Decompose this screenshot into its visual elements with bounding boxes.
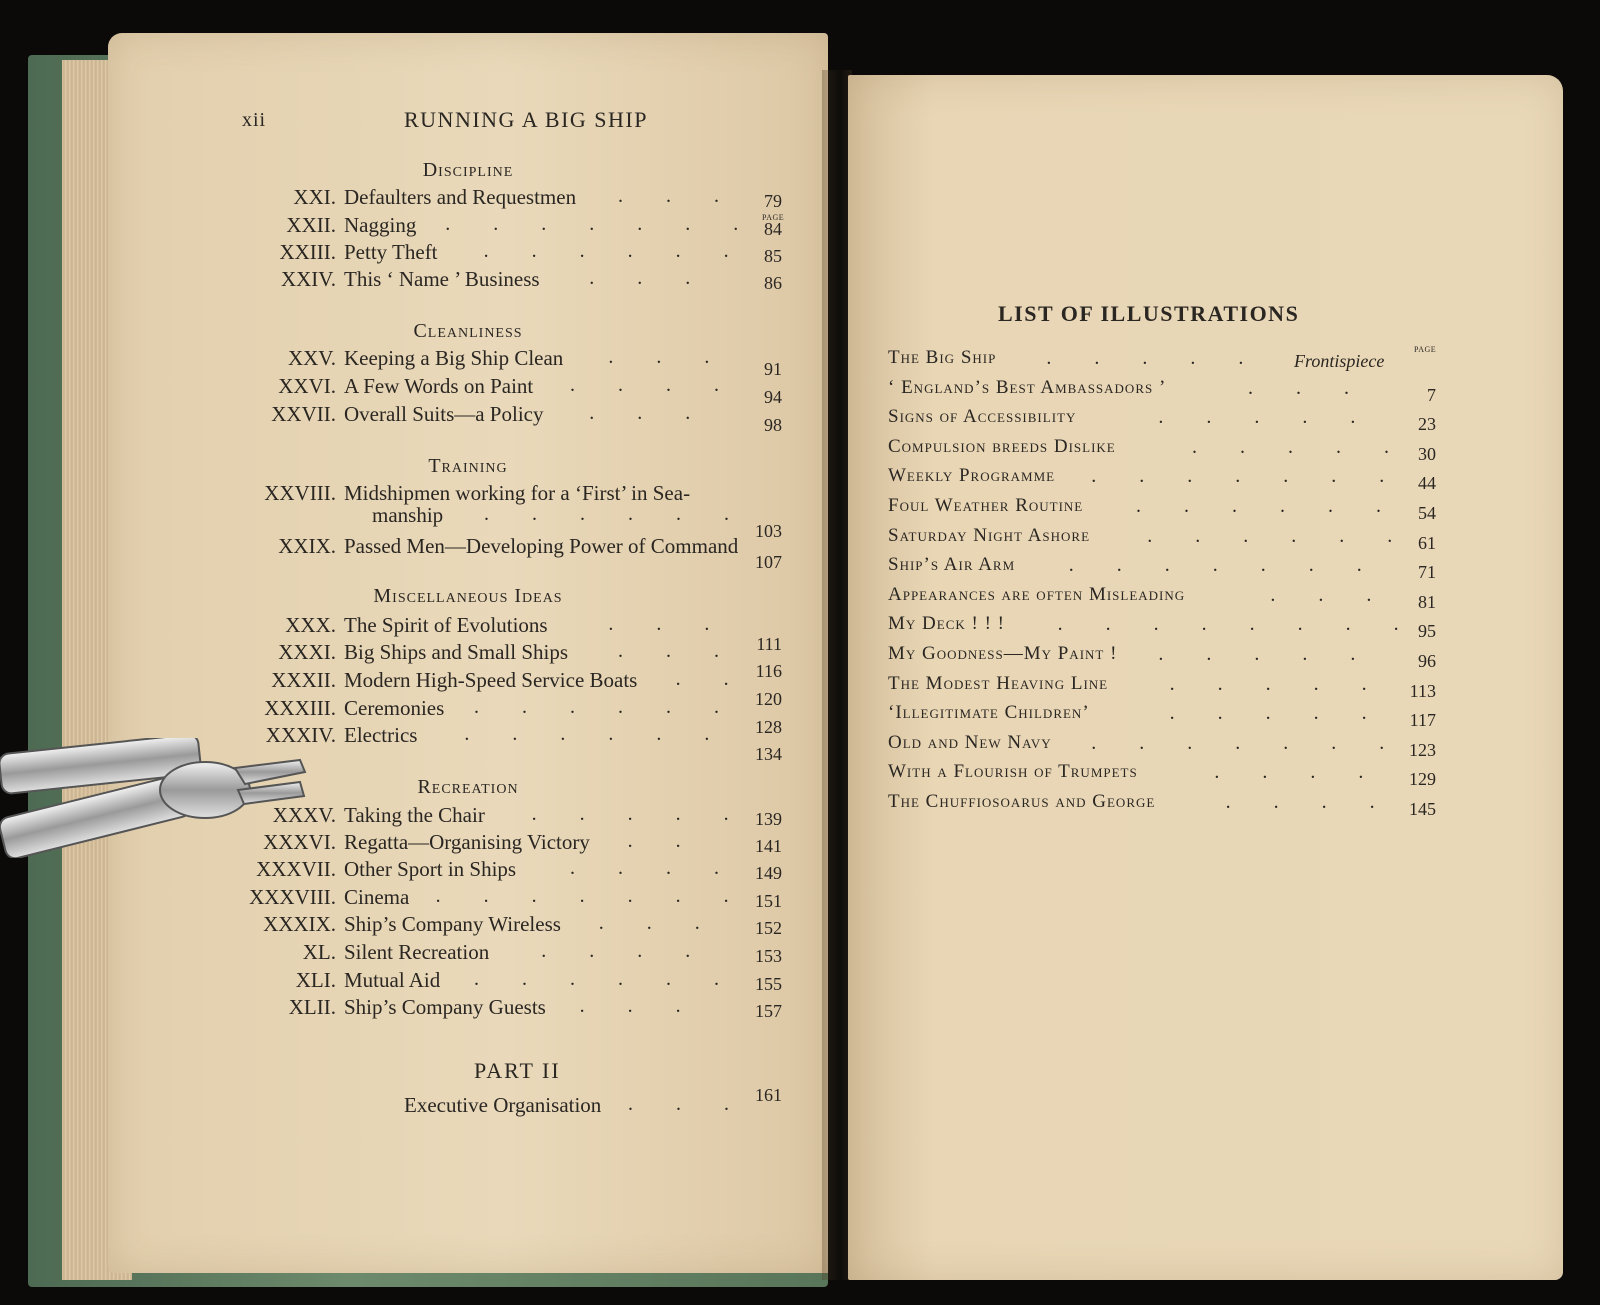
illustration-title: Saturday Night Ashore — [888, 525, 1091, 546]
leader-dots: . . . . . . — [1136, 495, 1400, 517]
illustration-title: My Deck ! ! ! — [888, 613, 1005, 634]
illustration-title: The Modest Heaving Line — [888, 673, 1109, 694]
leader-dots: . . — [675, 668, 748, 690]
illustration-page-number: 71 — [1418, 562, 1436, 582]
illustration-title: Old and New Navy — [888, 732, 1052, 753]
section-heading: Cleanliness — [413, 320, 523, 342]
chapter-title: This ‘ Name ’ Business — [344, 267, 540, 291]
chapter-number: XXVII. — [271, 402, 336, 426]
leader-dots: . . . . . — [1158, 406, 1375, 428]
leader-dots: . . . . . . . . — [1057, 613, 1418, 635]
leader-dots: . . . . . . . — [445, 213, 758, 235]
page-number: 153 — [755, 946, 782, 966]
page-number: 152 — [755, 918, 782, 938]
running-head: RUNNING A BIG SHIP — [404, 107, 648, 132]
chapter-title: Ship’s Company Guests — [344, 995, 546, 1019]
chapter-number: XXIV. — [280, 267, 336, 291]
leader-dots: . . . . . . . — [1091, 732, 1404, 754]
page-number: 116 — [755, 661, 782, 681]
page-number: 151 — [755, 891, 782, 911]
chapter-number: XXV. — [287, 346, 336, 370]
chapter-title: The Spirit of Evolutions — [344, 613, 548, 637]
leader-dots: . . . . . — [1169, 673, 1386, 695]
chapter-number: XXVIII. — [264, 481, 336, 505]
illustration-page-number: 96 — [1418, 651, 1436, 671]
left-page — [108, 33, 828, 1273]
chapter-number: XXVI. — [278, 374, 336, 398]
leader-dots: . . . . — [1214, 761, 1383, 783]
page-column-label: PAGE — [1414, 345, 1437, 354]
page-number: 94 — [764, 387, 782, 407]
leader-dots: . . . . . . — [464, 723, 729, 745]
page-column-label: PAGE — [762, 213, 785, 222]
illustration-page-number: 44 — [1418, 473, 1436, 493]
chapter-title: Keeping a Big Ship Clean — [344, 346, 564, 370]
leader-dots: . . . — [1270, 584, 1391, 606]
illustration-page-number: 117 — [1409, 710, 1436, 730]
chapter-number: XXXVII. — [256, 857, 336, 881]
chapter-number: XXXIX. — [263, 912, 336, 936]
chapter-title: Ceremonies — [344, 696, 445, 720]
leader-dots: . . . . . — [1046, 347, 1263, 369]
illustration-page-number: 30 — [1418, 444, 1436, 464]
leader-dots: . . . — [608, 346, 729, 368]
illustration-page-number: 95 — [1418, 621, 1436, 641]
chapter-title: Silent Recreation — [344, 940, 490, 964]
page-number: 98 — [764, 415, 782, 435]
section-heading: Recreation — [417, 776, 519, 798]
illustration-page-number: Frontispiece — [1294, 351, 1385, 371]
chapter-title: Petty Theft — [344, 240, 438, 264]
chapter-title: Electrics — [344, 723, 418, 747]
page-number: 120 — [755, 689, 782, 709]
chapter-number: XXI. — [293, 185, 336, 209]
leader-dots: . . . — [589, 402, 710, 424]
illustration-title: With a Flourish of Trumpets — [888, 761, 1138, 782]
part-heading: PART II — [474, 1058, 561, 1083]
page-folio: xii — [242, 109, 267, 131]
chapter-number: XXX. — [285, 613, 336, 637]
chapter-title: Defaulters and Requestmen — [344, 185, 577, 209]
illustration-page-number: 113 — [1409, 681, 1436, 701]
page-number: 107 — [755, 552, 782, 572]
chapter-title: Nagging — [344, 213, 417, 237]
page-number: 157 — [755, 1001, 782, 1021]
leader-dots: . . . — [628, 1093, 748, 1115]
page-number: 149 — [755, 863, 782, 883]
chapter-number: XXXV. — [272, 803, 336, 827]
chapter-number: XXIX. — [278, 534, 336, 558]
chapter-number: XXII. — [286, 213, 336, 237]
illustration-title: Signs of Accessibility — [888, 406, 1077, 427]
page-number: 139 — [755, 809, 782, 829]
chapter-title: Modern High-Speed Service Boats — [344, 668, 638, 692]
chapter-title: Passed Men—Developing Power of Command — [344, 534, 739, 558]
leader-dots: . . . . . — [531, 803, 748, 825]
bookmark-clip-icon — [0, 738, 320, 858]
chapter-number: XXXIV. — [265, 723, 336, 747]
part-title: Executive Organisation — [404, 1093, 602, 1117]
chapter-number: XL. — [302, 940, 336, 964]
chapter-number: XLII. — [288, 995, 336, 1019]
leader-dots: . . . . . — [1169, 702, 1386, 724]
chapter-title-continued: manship — [372, 503, 444, 527]
chapter-number: XXXIII. — [264, 696, 336, 720]
leader-dots: . . . . — [570, 857, 738, 879]
section-heading: Miscellaneous Ideas — [373, 585, 563, 607]
chapter-title: Midshipmen working for a ‘First’ in Sea- — [344, 481, 691, 505]
page-number: 79 — [764, 191, 782, 211]
leader-dots: . . . — [598, 912, 719, 934]
leader-dots: . . . . — [541, 940, 710, 962]
illustration-title: Ship’s Air Arm — [888, 554, 1016, 575]
illustrations-title: LIST OF ILLUSTRATIONS — [998, 301, 1300, 326]
leader-dots: . . . . . . . — [1068, 554, 1381, 576]
page-number: 103 — [755, 521, 782, 541]
chapter-title: Taking the Chair — [344, 803, 485, 827]
chapter-number: XXXI. — [278, 640, 336, 664]
leader-dots: . . — [627, 830, 700, 852]
leader-dots: . . . . . — [1192, 436, 1408, 458]
page-number: 128 — [755, 717, 782, 737]
illustration-title: Weekly Programme — [888, 465, 1056, 486]
leader-dots: . . . . . . — [484, 503, 748, 525]
chapter-number: XXXVIII. — [249, 885, 336, 909]
leader-dots: . . . — [618, 185, 738, 207]
page-number: 111 — [756, 634, 782, 654]
leader-dots: . . . . . . — [483, 240, 748, 262]
leader-dots: . . . . . . — [474, 696, 738, 718]
leader-dots: . . . . . . — [474, 968, 738, 990]
illustration-page-number: 61 — [1418, 533, 1436, 553]
chapter-title: Big Ships and Small Ships — [344, 640, 569, 664]
leader-dots: . . . . . . . — [1091, 465, 1404, 487]
right-page — [848, 75, 1563, 1280]
illustration-page-number: 54 — [1418, 503, 1436, 523]
leader-dots: . . . . . . — [1147, 525, 1412, 547]
part-page-number: 161 — [755, 1085, 782, 1105]
chapter-number: XXXVI. — [263, 830, 336, 854]
leader-dots: . . . . . . . — [435, 885, 748, 907]
illustration-title: ‘Illegitimate Children’ — [888, 702, 1090, 723]
page-number: 86 — [764, 273, 782, 293]
chapter-number: XXIII. — [279, 240, 336, 264]
chapter-title: Mutual Aid — [344, 968, 441, 992]
page-number: 141 — [755, 836, 782, 856]
section-heading: Discipline — [422, 159, 514, 181]
chapter-title: Regatta—Organising Victory — [344, 830, 590, 854]
leader-dots: . . . . . — [1158, 643, 1375, 665]
leader-dots: . . . — [608, 613, 729, 635]
illustration-title: ‘ England’s Best Ambassadors ’ — [888, 377, 1167, 398]
page-number: 84 — [764, 219, 782, 239]
chapter-title: A Few Words on Paint — [344, 374, 534, 398]
illustration-page-number: 23 — [1418, 414, 1436, 434]
illustration-page-number: 145 — [1409, 799, 1436, 819]
chapter-number: XLI. — [295, 968, 336, 992]
illustration-title: Foul Weather Routine — [888, 495, 1084, 516]
leader-dots: . . . . — [1225, 791, 1394, 813]
illustration-title: The Chuffiosoarus and George — [888, 791, 1156, 812]
chapter-title: Cinema — [344, 885, 410, 909]
chapter-title: Ship’s Company Wireless — [344, 912, 561, 936]
section-heading: Training — [428, 455, 508, 477]
chapter-title: Other Sport in Ships — [344, 857, 517, 881]
illustration-title: Compulsion breeds Dislike — [888, 436, 1116, 457]
illustration-page-number: 123 — [1409, 740, 1436, 760]
illustration-title: Appearances are often Misleading — [888, 584, 1186, 605]
illustration-title: My Goodness—My Paint ! — [888, 643, 1118, 664]
page-number: 155 — [755, 974, 782, 994]
page-number: 91 — [764, 359, 782, 379]
illustration-title: The Big Ship — [888, 347, 997, 368]
leader-dots: . . . . — [570, 374, 738, 396]
chapter-title: Overall Suits—a Policy — [344, 402, 544, 426]
chapter-number: XXXII. — [271, 668, 336, 692]
leader-dots: . . . — [589, 267, 710, 289]
illustration-page-number: 7 — [1427, 385, 1436, 405]
page-number: 85 — [764, 246, 782, 266]
leader-dots: . . . — [618, 640, 738, 662]
illustration-page-number: 129 — [1409, 769, 1436, 789]
leader-dots: . . . — [1248, 377, 1368, 399]
illustration-page-number: 81 — [1418, 592, 1436, 612]
leader-dots: . . . — [579, 995, 700, 1017]
page-number: 134 — [755, 744, 782, 764]
